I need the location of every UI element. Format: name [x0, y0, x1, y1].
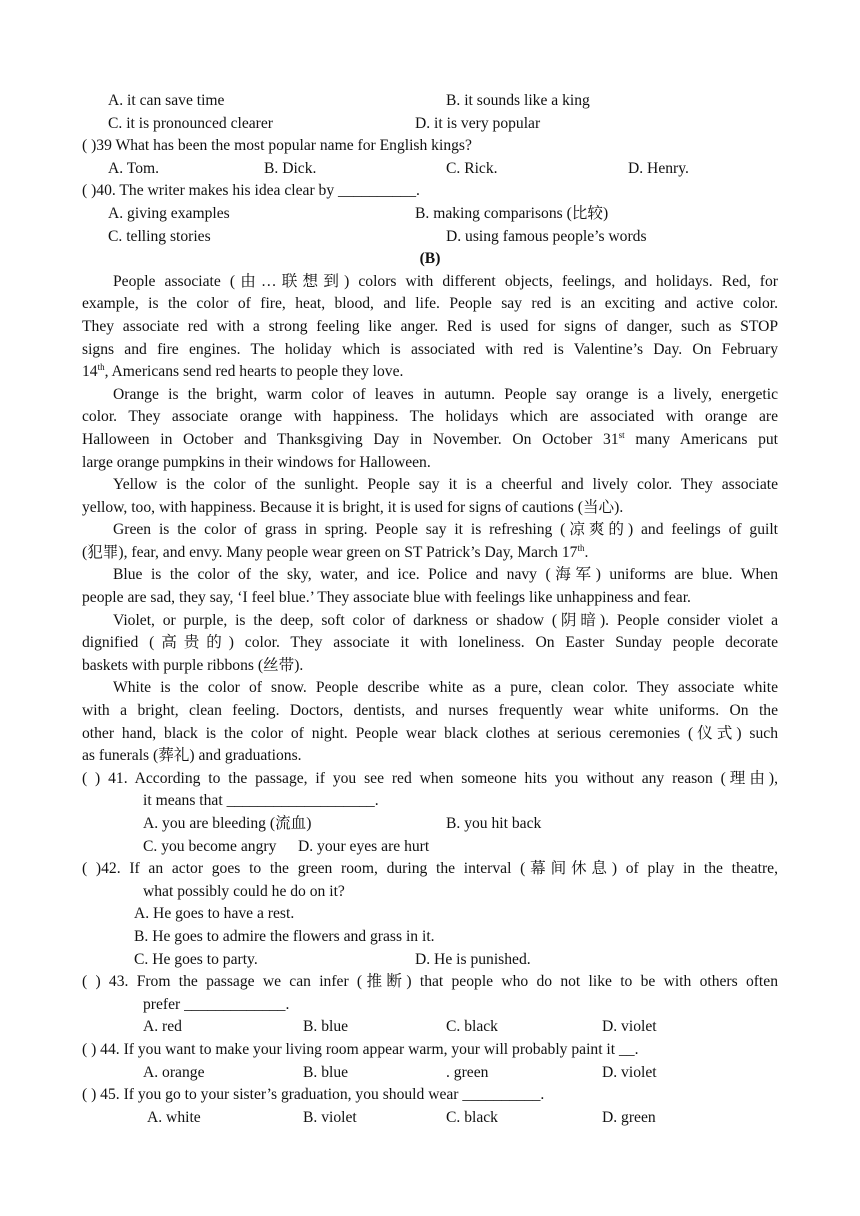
- q39-options: [82, 158, 778, 181]
- q40-option-c: C. telling stories: [108, 227, 211, 245]
- q40-option-a: A. giving examples: [108, 204, 230, 222]
- q40-options-row-2: [82, 226, 778, 249]
- q43-option-a: A. red: [143, 1018, 182, 1036]
- q44-options: [82, 1062, 778, 1085]
- q43-options: [82, 1016, 778, 1039]
- q39-option-a: A. Tom.: [108, 159, 160, 177]
- q42-stem-cont: what possibly could he do on it?: [143, 882, 345, 900]
- q45-stem: ( ) 45. If you go to your sister’s graduation, you should wear __________.: [82, 1086, 545, 1104]
- passage-line: example, is the color of fire, heat, blood, and life. People say red is an exciting and active color.: [82, 295, 778, 313]
- passage-text: , Americans send red hearts to people they love.: [104, 363, 404, 381]
- q45-option-c: C. black: [446, 1108, 498, 1126]
- passage-line: Orange is the bright, warm color of leaves in autumn. People say orange is a lively, energetic: [113, 385, 778, 403]
- q41-option-c: C. you become angry: [143, 837, 277, 855]
- passage-text: (犯罪), fear, and envy. Many people wear green on ST Patrick’s Day, March 17: [82, 543, 578, 561]
- q42-options-row: [82, 949, 778, 972]
- q41-options-row-1: [82, 813, 778, 836]
- passage-line: with a bright, clean feeling. Doctors, dentists, and nurses frequently wear white uniforms. On the: [82, 702, 778, 720]
- passage-line: [82, 361, 778, 384]
- q38-options-row-1: [82, 90, 778, 113]
- passage-line: Yellow is the color of the sunlight. People say it is a cheerful and lively color. They associate: [113, 476, 778, 494]
- q44-stem: ( ) 44. If you want to make your living room appear warm, your will probably paint it __.: [82, 1040, 639, 1058]
- exam-page: [82, 90, 778, 1129]
- passage-line: yellow, too, with happiness. Because it is bright, it is used for signs of cautions (当心).: [82, 498, 624, 516]
- passage-line: White is the color of snow. People describe white as a pure, clean color. They associate white: [113, 679, 778, 697]
- q40-options-row-1: [82, 203, 778, 226]
- q45-option-a: A. white: [147, 1108, 201, 1126]
- q39-option-c: C. Rick.: [446, 159, 498, 177]
- q41-stem-cont: it means that ___________________.: [143, 792, 379, 810]
- q38-options-row-2: [82, 113, 778, 136]
- passage-line: signs and fire engines. The holiday which is associated with red is Valentine’s Day. On February: [82, 340, 778, 358]
- ordinal-suffix: th: [97, 362, 105, 373]
- passage-line: other hand, black is the color of night. People wear black clothes at serious ceremonies (仪式) such: [82, 724, 778, 742]
- q42-option-d: D. He is punished.: [415, 950, 531, 968]
- q39-option-d: D. Henry.: [628, 159, 689, 177]
- q45-options: [82, 1107, 778, 1130]
- passage-line: dignified (高贵的) color. They associate it with loneliness. On Easter Sunday people decorate: [82, 634, 778, 652]
- passage-line: baskets with purple ribbons (丝带).: [82, 656, 304, 674]
- q42-option-c: C. He goes to party.: [134, 950, 258, 968]
- q40-stem: ( )40. The writer makes his idea clear by __________.: [82, 182, 420, 200]
- q42-stem: ( )42. If an actor goes to the green room, during the interval (幕间休息) of play in the theatre,: [82, 860, 778, 878]
- q41-option-b: B. you hit back: [446, 815, 542, 832]
- q41-stem: ( ) 41. According to the passage, if you see red when someone hits you without any reason (理由),: [82, 769, 778, 787]
- q43-stem-cont: prefer _____________.: [143, 995, 290, 1013]
- passage-line: [82, 429, 778, 452]
- q45-option-b: B. violet: [303, 1108, 357, 1126]
- passage-line: as funerals (葬礼) and graduations.: [82, 747, 302, 765]
- passage-line: people are sad, they say, ‘I feel blue.’ They associate blue with feelings like unhappiness and fear.: [82, 589, 691, 607]
- q39-stem: ( )39 What has been the most popular name for English kings?: [82, 137, 472, 155]
- ordinal-suffix: th: [577, 542, 585, 553]
- passage-line: People associate (由…联想到) colors with different objects, feelings, and holidays. Red, for: [113, 272, 778, 290]
- q38-option-c: C. it is pronounced clearer: [108, 114, 273, 132]
- q43-option-b: B. blue: [303, 1018, 349, 1036]
- q40-option-b: B. making comparisons (比较): [415, 204, 609, 222]
- passage-text: many Americans put: [624, 430, 779, 448]
- q44-option-c: . green: [446, 1063, 489, 1081]
- section-title: (B): [419, 250, 441, 268]
- date-number: 14: [82, 363, 98, 381]
- q45-option-d: D. green: [602, 1108, 656, 1126]
- q42-option-b: B. He goes to admire the flowers and grass in it.: [134, 927, 435, 945]
- q41-options-row-2: [82, 836, 778, 859]
- passage-line: Blue is the color of the sky, water, and ice. Police and navy (海军) uniforms are blue. When: [113, 566, 778, 584]
- passage-line: large orange pumpkins in their windows for Halloween.: [82, 453, 431, 471]
- q42-option-a: A. He goes to have a rest.: [134, 905, 295, 923]
- q43-option-c: C. black: [446, 1018, 498, 1036]
- passage-line: Violet, or purple, is the deep, soft color of darkness or shadow (阴暗). People consider violet a: [113, 611, 778, 629]
- q41-option-a: A. you are bleeding (流血): [143, 815, 312, 832]
- q40-option-d: D. using famous people’s words: [446, 227, 647, 245]
- passage-text: .: [584, 543, 589, 561]
- q43-stem: ( ) 43. From the passage we can infer (推断) that people who do not like to be with others often: [82, 973, 778, 991]
- ordinal-suffix: st: [618, 429, 625, 440]
- passage-line: color. They associate orange with happiness. The holidays which are associated with orange are: [82, 408, 778, 426]
- q41-option-d: D. your eyes are hurt: [298, 837, 430, 855]
- q38-option-d: D. it is very popular: [415, 114, 541, 132]
- passage-line: They associate red with a strong feeling like anger. Red is used for signs of danger, such as STOP: [82, 317, 778, 335]
- passage-line: [82, 542, 778, 565]
- q39-option-b: B. Dick.: [264, 159, 317, 177]
- q44-option-d: D. violet: [602, 1063, 657, 1081]
- q38-option-a: A. it can save time: [108, 92, 225, 109]
- q38-option-b: B. it sounds like a king: [446, 92, 590, 109]
- q44-option-a: A. orange: [143, 1063, 205, 1081]
- passage-text: Halloween in October and Thanksgiving Day in November. On October 31: [82, 430, 619, 448]
- q44-option-b: B. blue: [303, 1063, 349, 1081]
- passage-line: Green is the color of grass in spring. People say it is refreshing (凉爽的) and feelings of guilt: [113, 521, 778, 539]
- q43-option-d: D. violet: [602, 1018, 657, 1036]
